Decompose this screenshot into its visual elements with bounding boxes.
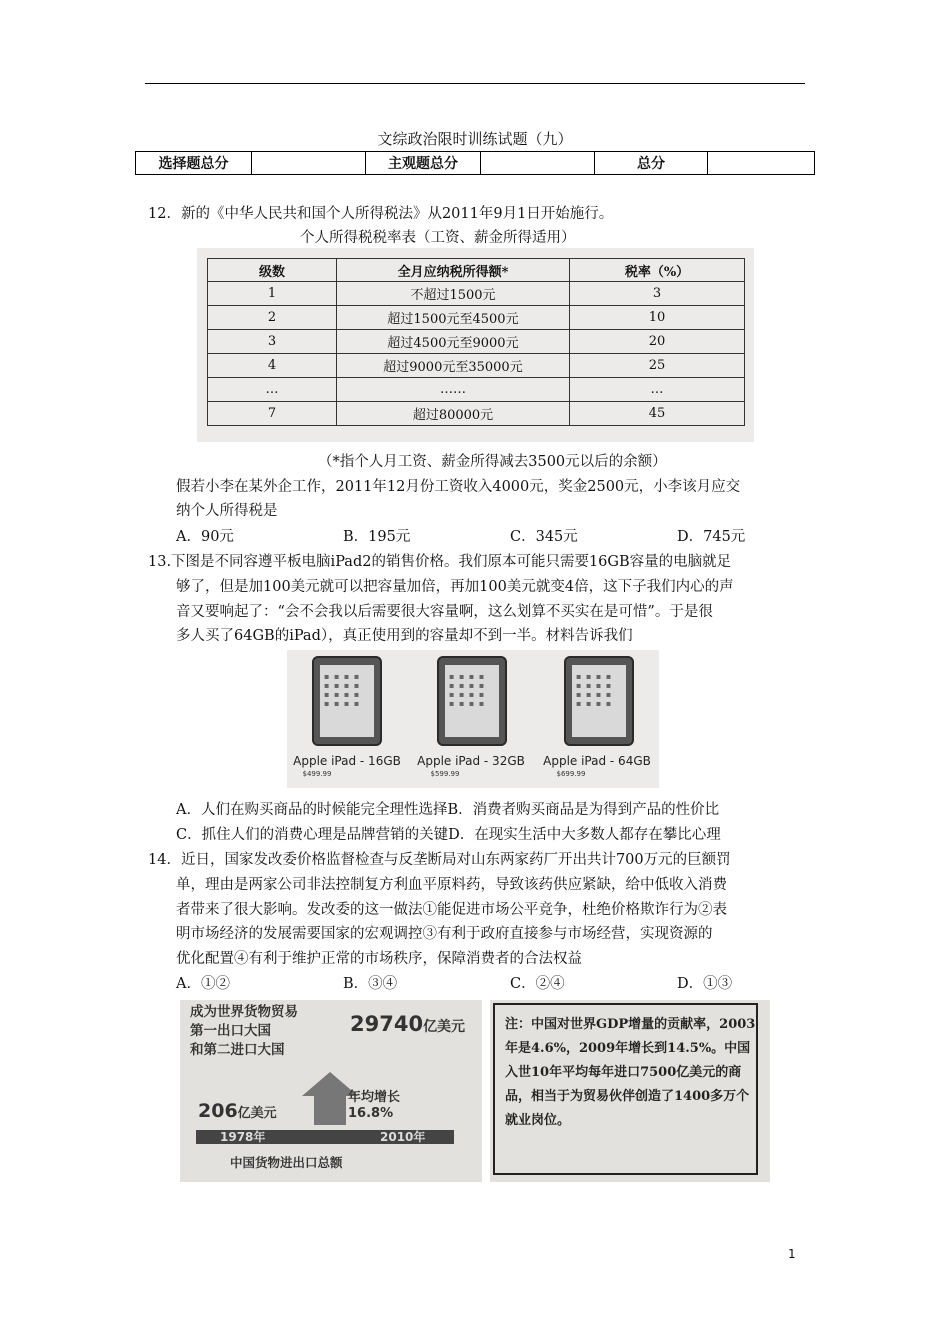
q12-option-a[interactable]: A．90元 bbox=[176, 529, 234, 545]
total-score-cell[interactable] bbox=[708, 152, 815, 175]
trade-growth bbox=[348, 1090, 400, 1122]
choice-score-cell[interactable] bbox=[252, 152, 366, 175]
subjective-score-label: 主观题总分 bbox=[366, 152, 481, 175]
q13-line1: 13.下图是不同容遵平板电脑iPad2的销售价格。我们原本可能只需要16GB容量的电脑就足 bbox=[148, 554, 732, 570]
ipad-64gb-price: $699.99 bbox=[556, 770, 586, 778]
q13-line3: 音又要响起了：“会不会我以后需要很大容量啊，这么划算不买实在是可惜”。于是很 bbox=[176, 604, 713, 620]
trade-headline-3: 和第二进口大国 bbox=[190, 1042, 285, 1058]
tax-cell: 45 bbox=[570, 402, 745, 426]
year-2010: 2010年 bbox=[380, 1130, 426, 1144]
trade-headline bbox=[190, 1003, 298, 1060]
note-box-image bbox=[490, 1000, 770, 1182]
tax-cell: 7 bbox=[208, 402, 337, 426]
q14-line3: 者带来了很大影响。发改委的这一做法①能促进市场公平竞争，杜绝价格欺诈行为②表 bbox=[176, 902, 727, 918]
ipad-16gb-icon: ▪ ▪ ▪ ▪ ▪ ▪ ▪ ▪ ▪ ▪ ▪ ▪ ▪ ▪ ▪ ▪ bbox=[312, 656, 382, 746]
table-row bbox=[208, 354, 745, 378]
tax-cell: 3 bbox=[570, 282, 745, 306]
table-row bbox=[208, 378, 745, 402]
tax-cell: 不超过1500元 bbox=[337, 282, 570, 306]
q14-option-c[interactable]: C．②④ bbox=[510, 976, 565, 992]
tax-header-rate: 税率（%） bbox=[570, 259, 745, 282]
tax-cell: 20 bbox=[570, 330, 745, 354]
tax-cell: 超过4500元至9000元 bbox=[337, 330, 570, 354]
tax-cell: 10 bbox=[570, 306, 745, 330]
choice-score-label: 选择题总分 bbox=[136, 152, 252, 175]
tax-cell: 超过1500元至4500元 bbox=[337, 306, 570, 330]
tax-cell: … bbox=[570, 378, 745, 402]
ipad-32gb-label: Apple iPad - 32GB bbox=[417, 754, 525, 768]
tax-rate-table bbox=[207, 258, 745, 426]
note-box: 注：中国对世界GDP增量的贡献率，2003年是4.6%，2009年增长到14.5%。中国入世10年平均每年进口7500亿美元的商品，相当于为贸易伙伴创造了1400多万个就业岗位。 bbox=[493, 1003, 758, 1175]
trade-value-1978 bbox=[198, 1100, 277, 1122]
q12-option-b[interactable]: B．195元 bbox=[343, 529, 411, 545]
trade-infographic bbox=[180, 1000, 482, 1182]
up-arrow-shaft bbox=[314, 1095, 346, 1125]
trade-growth-label: 年均增长 bbox=[348, 1090, 401, 1105]
q14-line5: 优化配置④有利于维护正常的市场秩序，保障消费者的合法权益 bbox=[176, 951, 582, 967]
ipad-32gb-icon: ▪ ▪ ▪ ▪ ▪ ▪ ▪ ▪ ▪ ▪ ▪ ▪ ▪ ▪ ▪ ▪ bbox=[437, 656, 507, 746]
q13-line2: 够了，但是加100美元就可以把容量加倍，再加100美元就变4倍，这下子我们内心的声 bbox=[176, 579, 734, 595]
q14-line4: 明市场经济的发展需要国家的宏观调控③有利于政府直接参与市场经营，实现资源的 bbox=[176, 926, 713, 942]
ipad-price-image bbox=[287, 650, 659, 788]
trade-headline-2: 第一出口大国 bbox=[190, 1023, 271, 1039]
tax-cell: … bbox=[208, 378, 337, 402]
q12-option-d[interactable]: D．745元 bbox=[677, 529, 746, 545]
trade-headline-1: 成为世界货物贸易 bbox=[190, 1004, 298, 1020]
ipad-64gb-icon: ▪ ▪ ▪ ▪ ▪ ▪ ▪ ▪ ▪ ▪ ▪ ▪ ▪ ▪ ▪ ▪ bbox=[564, 656, 634, 746]
trade-value-2010-number: 29740 bbox=[350, 1012, 424, 1036]
page-number: 1 bbox=[788, 1247, 796, 1261]
q12-line2: 纳个人所得税是 bbox=[176, 503, 278, 519]
tax-table-header bbox=[208, 259, 745, 282]
q14-option-b[interactable]: B．③④ bbox=[343, 976, 398, 992]
q13-options-ab[interactable]: A．人们在购买商品的时候能完全理性选择B．消费者购买商品是为得到产品的性价比 bbox=[176, 802, 720, 818]
q14-line2: 单，理由是两家公司非法控制复方利血平原料药，导致该药供应紧缺，给中低收入消费 bbox=[176, 877, 727, 893]
trade-unit: 亿美元 bbox=[423, 1019, 466, 1035]
table-row bbox=[208, 330, 745, 354]
tax-cell: 1 bbox=[208, 282, 337, 306]
total-score-label: 总分 bbox=[595, 152, 708, 175]
trade-value-2010 bbox=[350, 1012, 465, 1036]
header-rule bbox=[145, 83, 805, 84]
q12-line1: 假若小李在某外企工作，2011年12月份工资收入4000元，奖金2500元，小李该月应交 bbox=[176, 479, 741, 495]
tax-header-income: 全月应纳税所得额* bbox=[337, 259, 570, 282]
q13-line4: 多人买了64GB的iPad），真正使用到的容量却不到一半。材料告诉我们 bbox=[176, 628, 633, 644]
q12-option-c[interactable]: C．345元 bbox=[510, 529, 578, 545]
q12-footnote: （*指个人月工资、薪金所得减去3500元以后的余额） bbox=[318, 454, 667, 470]
q12-table-title: 个人所得税税率表（工资、薪金所得适用） bbox=[300, 230, 576, 246]
tax-cell: 25 bbox=[570, 354, 745, 378]
q13-options-cd[interactable]: C．抓住人们的消费心理是品牌营销的关键D．在现实生活中大多数人都存在攀比心理 bbox=[176, 827, 721, 843]
table-row bbox=[208, 306, 745, 330]
tax-header-level: 级数 bbox=[208, 259, 337, 282]
ipad-16gb-label: Apple iPad - 16GB bbox=[293, 754, 401, 768]
q14-line1: 14．近日，国家发改委价格监督检查与反垄断局对山东两家药厂开出共计700万元的巨额罚 bbox=[148, 852, 731, 868]
subjective-score-cell[interactable] bbox=[481, 152, 595, 175]
ipad-32gb-price: $599.99 bbox=[430, 770, 460, 778]
trade-growth-value: 16.8% bbox=[348, 1106, 394, 1121]
tax-cell: …… bbox=[337, 378, 570, 402]
q14-option-a[interactable]: A．①② bbox=[176, 976, 230, 992]
tax-cell: 超过9000元至35000元 bbox=[337, 354, 570, 378]
tax-cell: 超过80000元 bbox=[337, 402, 570, 426]
table-row bbox=[208, 402, 745, 426]
trade-value-1978-number: 206 bbox=[198, 1100, 238, 1122]
trade-caption: 中国货物进出口总额 bbox=[230, 1155, 343, 1170]
q12-stem: 12．新的《中华人民共和国个人所得税法》从2011年9月1日开始施行。 bbox=[148, 206, 614, 222]
trade-unit: 亿美元 bbox=[237, 1106, 277, 1121]
ipad-64gb-label: Apple iPad - 64GB bbox=[543, 754, 651, 768]
year-1978: 1978年 bbox=[220, 1130, 266, 1144]
tax-cell: 2 bbox=[208, 306, 337, 330]
tax-cell: 3 bbox=[208, 330, 337, 354]
tax-cell: 4 bbox=[208, 354, 337, 378]
ipad-16gb-price: $499.99 bbox=[302, 770, 332, 778]
score-table bbox=[135, 151, 815, 175]
page-title: 文综政治限时训练试题（九） bbox=[377, 130, 573, 148]
table-row bbox=[208, 282, 745, 306]
tax-rate-table-image bbox=[197, 248, 754, 442]
q14-option-d[interactable]: D．①③ bbox=[677, 976, 733, 992]
